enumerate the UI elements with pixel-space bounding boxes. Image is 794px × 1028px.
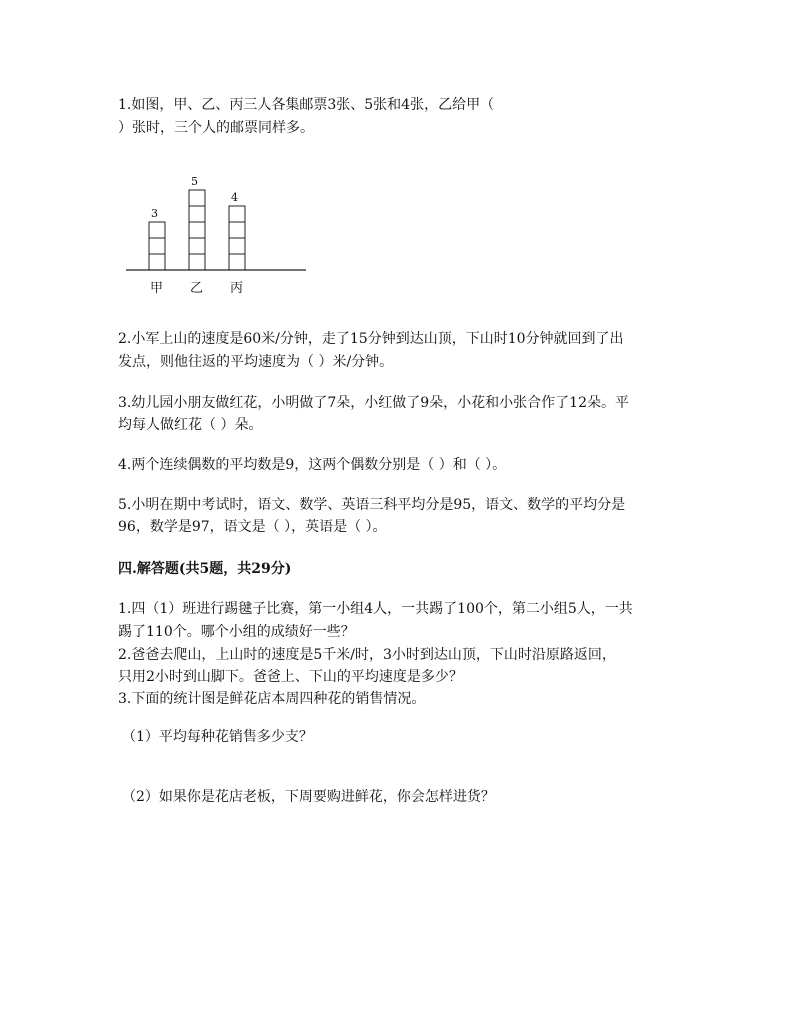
column-count-label: 4 [231,191,238,204]
stamp-column-2 [189,175,205,296]
stamp-square [229,238,245,254]
problem1-line2: 踢了110个。哪个小组的成绩好一些？ [118,624,355,640]
q1-line1: 1.如图，甲、乙、丙三人各集邮票3张、5张和4张，乙给甲（ [118,97,495,113]
q5-line2: 96，数学是97，语文是（ ），英语是（ ）。 [118,519,387,535]
stamp-square [149,254,165,270]
stamp-square [189,254,205,270]
problem1-line1: 1.四（1）班进行踢毽子比赛，第一小组4人，一共踢了100个，第二小组5人，一共 [118,601,633,617]
q2-line1: 2.小军上山的速度是60米/分钟，走了15分钟到达山顶，下山时10分钟就回到了出 [118,331,624,347]
stamp-count-figure [118,170,318,300]
q1-line2: ）张时，三个人的邮票同样多。 [118,120,314,136]
stamp-square [189,190,205,206]
stamp-square [229,254,245,270]
stamp-square [189,206,205,222]
q3-line2: 均每人做红花（ ）朵。 [118,417,263,433]
q4-line1: 4.两个连续偶数的平均数是9，这两个偶数分别是（ ）和（ ）。 [118,457,507,473]
column-count-label: 5 [191,175,198,188]
problem3-sub2: （2）如果你是花店老板，下周要购进鲜花，你会怎样进货？ [122,789,495,805]
q2-line2: 发点，则他往返的平均速度为（ ）米/分钟。 [118,354,394,370]
stamp-square [229,206,245,222]
stamp-column-3 [229,191,245,296]
q3-line1: 3.幼儿园小朋友做红花，小明做了7朵，小红做了9朵，小花和小张合作了12朵。平 [118,395,629,411]
column-name-label: 甲 [150,281,164,296]
q5-line1: 5.小明在期中考试时，语文、数学、英语三科平均分是95，语文、数学的平均分是 [118,497,626,513]
stamp-square [149,238,165,254]
stamp-column-1 [149,207,165,296]
stamp-square [189,222,205,238]
problem3-sub1: （1）平均每种花销售多少支？ [122,729,313,745]
stamp-square [189,238,205,254]
column-name-label: 乙 [190,281,204,296]
problem3-line1: 3.下面的统计图是鲜花店本周四种花的销售情况。 [118,691,426,707]
problem2-line2: 只用2小时到山脚下。爸爸上、下山的平均速度是多少？ [118,669,463,685]
column-count-label: 3 [151,207,158,220]
problem2-line1: 2.爸爸去爬山，上山时的速度是5千米/时，3小时到达山顶，下山时沿原路返回， [118,647,616,663]
stamp-square [229,222,245,238]
section-heading: 四.解答题(共5题，共29分) [118,561,292,577]
column-name-label: 丙 [230,281,244,296]
stamp-square [149,222,165,238]
